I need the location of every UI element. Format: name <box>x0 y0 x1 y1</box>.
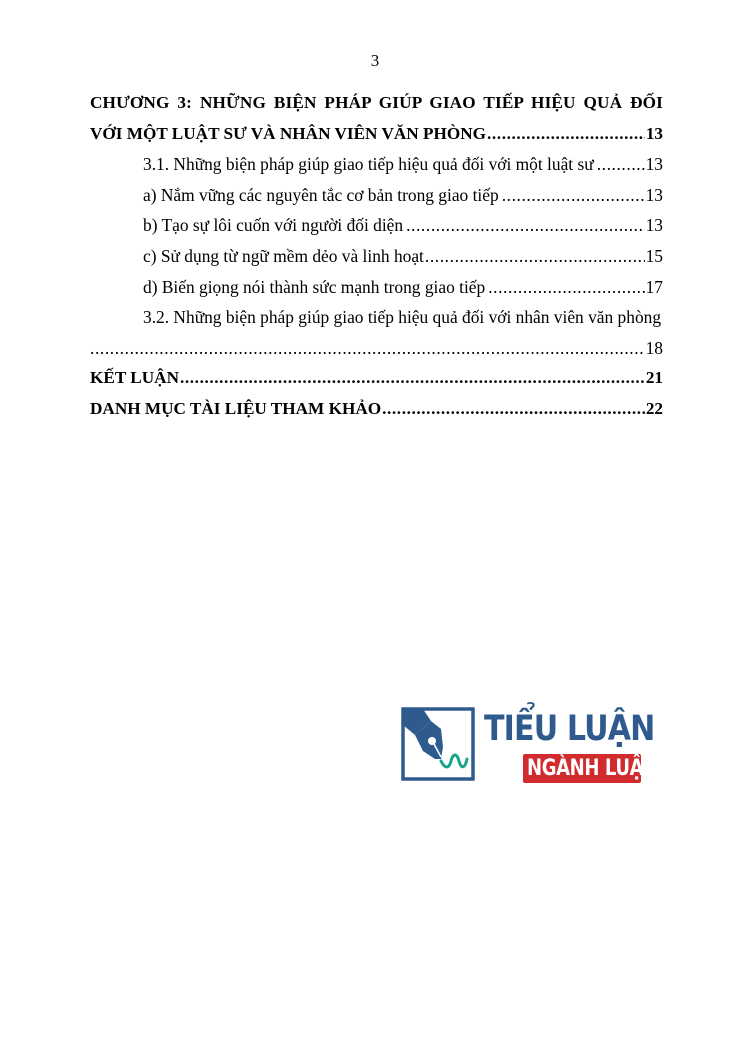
toc-entry-label: c) Sử dụng từ ngữ mềm dẻo và linh hoạt <box>143 245 424 266</box>
toc-entry-label: 3.1. Những biện pháp giúp giao tiếp hiệu quả đối với một luật sư <box>143 154 594 175</box>
toc-page-number: 22 <box>645 398 663 418</box>
toc-entry-label: KẾT LUẬN <box>90 368 179 388</box>
toc-chapter3-title: CHƯƠNG 3: NHỮNG BIỆN PHÁP GIÚP GIAO TIẾP HIỆU QUẢ ĐỐI <box>90 93 663 112</box>
toc-page-number: 13 <box>645 123 663 143</box>
toc-page-number: 15 <box>645 245 663 266</box>
logo-badge <box>523 754 656 783</box>
toc-entry-3-1[interactable] <box>90 149 663 180</box>
toc-chapter3-title-line1[interactable] <box>90 88 663 119</box>
toc-leader-dots <box>406 210 645 241</box>
toc-entry-label: DANH MỤC TÀI LIỆU THAM KHẢO <box>90 398 382 418</box>
toc-leader-dots <box>382 394 645 425</box>
logo-title: TIỂU LUẬN <box>484 709 655 749</box>
toc-entry-a[interactable] <box>90 180 663 211</box>
fountain-pen-icon <box>401 707 475 781</box>
toc-leader-dots <box>487 119 645 150</box>
toc-leader-dots <box>597 149 645 180</box>
toc-leader-dots <box>488 272 644 303</box>
logo-subtitle: NGÀNH LUẬT <box>527 756 656 781</box>
toc-references[interactable] <box>90 394 663 425</box>
toc-entry-3-2[interactable] <box>90 302 663 333</box>
toc-leader-dots <box>502 180 645 211</box>
toc-entry-d[interactable] <box>90 272 663 303</box>
toc-page-number: 13 <box>645 215 663 236</box>
toc-page-number: 13 <box>645 154 663 175</box>
toc-chapter3-title-cont: VỚI MỘT LUẬT SƯ VÀ NHÂN VIÊN VĂN PHÒNG <box>90 123 486 143</box>
toc-page-number: 17 <box>645 276 663 297</box>
toc-chapter3-title-line2[interactable] <box>90 119 663 150</box>
toc-leader-dots <box>90 333 645 364</box>
toc-entry-label: a) Nắm vững các nguyên tắc cơ bản trong giao tiếp <box>143 184 499 205</box>
toc-entry-3-2-page-line[interactable] <box>90 333 663 364</box>
toc-conclusion[interactable] <box>90 363 663 394</box>
toc-entry-label: d) Biến giọng nói thành sức mạnh trong giao tiếp <box>143 276 486 297</box>
toc-page-number: 18 <box>645 337 663 358</box>
toc-entry-label: b) Tạo sự lôi cuốn với người đối diện <box>143 215 404 236</box>
toc-page-number: 13 <box>645 184 663 205</box>
toc-leader-dots <box>180 363 645 394</box>
table-of-contents <box>90 88 663 425</box>
toc-page-number: 21 <box>645 368 663 388</box>
page-number: 3 <box>370 51 380 70</box>
toc-entry-c[interactable] <box>90 241 663 272</box>
toc-entry-b[interactable] <box>90 210 663 241</box>
toc-entry-label: 3.2. Những biện pháp giúp giao tiếp hiệu quả đối với nhân viên văn phòng <box>143 307 662 328</box>
toc-leader-dots <box>425 241 645 272</box>
logo-tieu-luan-nganh-luat <box>401 707 656 787</box>
